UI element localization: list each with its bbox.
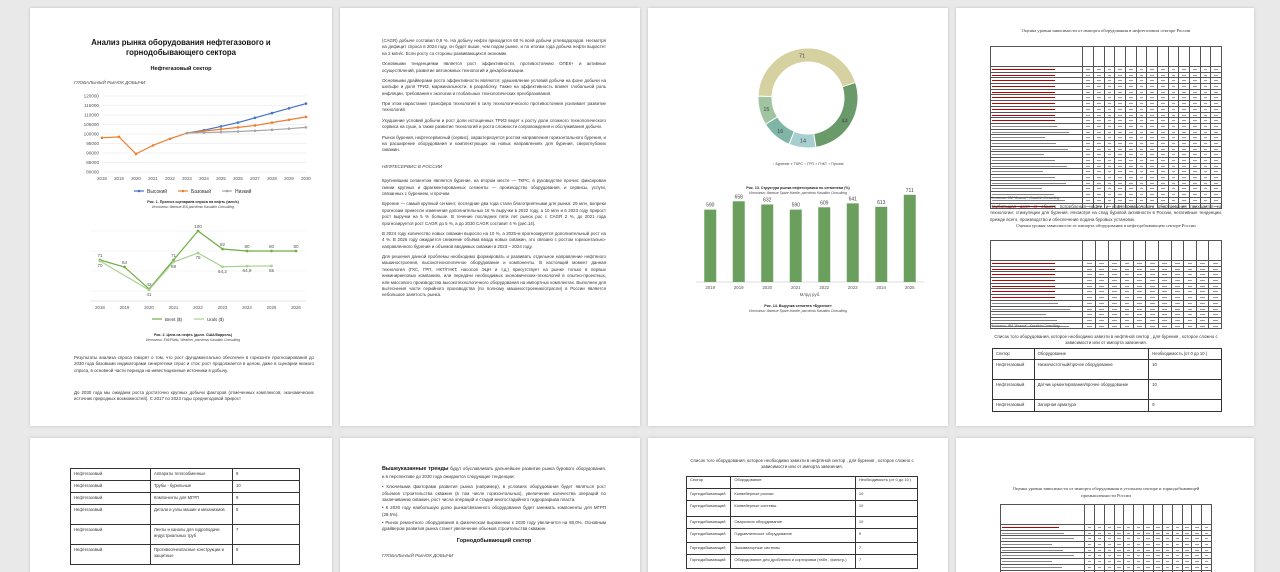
x-tick-label: 2020: [762, 285, 773, 290]
slice-label: 71: [798, 53, 806, 60]
slice-label: 15: [763, 106, 770, 113]
x-tick-label: 2023: [847, 285, 858, 290]
legend-item: ● ГРП: [803, 162, 815, 166]
paragraph: При этом нарастание трансфера технологий в силу технологического противостояния усиливает развитие технологий.: [382, 101, 606, 113]
equipment-list-table: [992, 348, 1222, 412]
document-page-8: [956, 438, 1254, 572]
data-point: [237, 130, 240, 133]
x-tick-label: 2020: [131, 176, 141, 181]
equipment-list-table: [70, 468, 300, 565]
data-point: [288, 107, 291, 110]
oil-demand-chart: [70, 92, 316, 196]
x-tick-label: 2025: [266, 305, 277, 310]
data-label: 590: [706, 202, 715, 209]
table-header: Необходимость (от 0 до 10 ): [1149, 349, 1222, 360]
table-header-row: [991, 47, 1222, 67]
table-header: Сектор: [687, 477, 731, 489]
data-label: 711: [905, 187, 914, 194]
bullet-item: • К 2030 году наибольшую долю рынка/связанного оборудования будет занимать компоненты для МГРП (28,5%).: [382, 505, 606, 517]
data-point: [237, 126, 240, 129]
table-row: Нефтегазовый Ленты и каналы для гидроподачи индустриальных труб 7: [71, 525, 300, 545]
legend-label: Низкий: [235, 189, 252, 195]
slice-label: 16: [777, 128, 784, 135]
data-point: [135, 153, 138, 156]
data-point: [246, 265, 249, 268]
data-label: 80: [268, 244, 275, 249]
x-tick-label: 2021: [790, 285, 801, 290]
section-subtitle: ГЛОБАЛЬНЫЙ РЫНОК ДОБЫЧИ: [382, 552, 454, 558]
x-tick-label: 2019: [733, 285, 744, 290]
table-row: Горнодобывающий Оборудование для дробления и сортировки (табл., фильтр.) 7: [687, 555, 918, 569]
data-label: 80: [293, 244, 299, 249]
segment-donut-chart: [748, 38, 868, 158]
x-tick-label: 2025: [216, 176, 226, 181]
section-subtitle: ГЛОБАЛЬНЫЙ РЫНОК ДОБЫЧИ: [74, 80, 146, 85]
slice-label: 14: [799, 138, 807, 145]
chart2-source: Источник: EIA/Platts, Weather, расчёты Kasatkin Consulting: [145, 338, 241, 342]
legend-label: Базовый: [191, 189, 212, 195]
oil-price-chart: [70, 215, 316, 337]
table-row: Нефтегазовый Аппараты теплообменные 9: [71, 469, 300, 481]
x-tick-label: 2025: [904, 285, 915, 290]
bullet-item: • Рынок ремонтного оборудования в физическом выражении к 2030 году увеличится на 68,0%. Основным драйвером развития рынка станет увеличение объемов строительства скважин.: [382, 520, 606, 532]
x-tick-label: 2022: [819, 285, 830, 290]
table-row: Нефтегазовый Низкочастотный/прочее оборудование 10: [993, 360, 1222, 380]
data-label: 609: [820, 200, 829, 207]
y-tick-label: 85000: [86, 160, 99, 165]
pie-source: Источник: данные Spare-Hardie, расчёты Kasatkin Consulting: [749, 191, 847, 195]
data-label: 65: [268, 268, 275, 273]
data-point: [237, 121, 240, 124]
legend-item: ● Бурение: [772, 162, 790, 166]
paragraph: Крупнейшим сегментом является бурение, на втором месте — ТКРС, в руководстве прочих: фиксирован линии крупных и фрагментированных сегменты — производство оборудования, и сервисы, услуги, связанных с бурением, и прочим.: [382, 178, 606, 197]
legend-label: Brent ($): [165, 317, 183, 322]
table-header: Оборудование: [731, 477, 856, 489]
bar: [790, 210, 802, 282]
paragraph: Наибольшая доля от общего потребления нефти и нефтепромыслового оборудования приходится на технологии: стимуляции для бурения. Несмотря на спад буровой активности в России, негативные тенденции, прежде всего, производство и обеспечение подача буровых установок.: [990, 204, 1222, 222]
chart2-caption: Рис. 2. Цена на нефть (долл. США/баррель): [153, 333, 233, 337]
table-title: Оценка уровня зависимости от импорта оборудования в нефтегазовом секторе России: [1021, 28, 1191, 33]
data-label: 42: [146, 282, 152, 287]
x-tick-label: 2024: [199, 176, 209, 181]
chart1-caption: Рис. 1. Прогноз сценариев спроса на нефть (млн/с): [147, 200, 239, 204]
y-tick-label: 95000: [86, 141, 99, 146]
bar: [704, 210, 716, 282]
paragraph: Рынок бурения, нефтесервисный (сервис), характеризуется ростом направления горизонтального бурения, и на расширение оборудования и комплектующих на новых направлениях для бурения, сверхглубоких скважин.: [382, 134, 606, 153]
document-page-5: [30, 438, 332, 572]
data-point: [197, 230, 200, 233]
x-tick-label: 2019: [114, 176, 124, 181]
pie-slice: [814, 82, 858, 147]
data-label: 41: [146, 292, 152, 297]
import-dependency-table-3: [1000, 504, 1212, 572]
data-point: [186, 132, 189, 135]
table-header: Оборудование: [1034, 349, 1149, 360]
table-note: Источник: ИМ "Анализ", Kasatkin Consulting: [990, 196, 1060, 200]
table-header-row: [1001, 505, 1212, 525]
import-dependency-table-2: [990, 240, 1222, 329]
series-line: [100, 231, 296, 289]
data-point: [246, 250, 249, 253]
legend-item: ● ТКРС: [790, 162, 803, 166]
table-row: Нефтегазовый Компоненты для МГРП 9: [71, 493, 300, 505]
data-point: [101, 137, 104, 140]
data-point: [295, 250, 298, 253]
x-tick-label: 2021: [148, 176, 158, 181]
data-point: [271, 129, 274, 132]
data-label: 100: [194, 224, 202, 229]
data-label: 641: [848, 196, 857, 203]
document-page-6: [340, 438, 640, 572]
data-label: 71: [170, 253, 177, 258]
data-point: [220, 125, 223, 128]
table-note: Источник: ИМ "Анализ", Kasatkin Consulting: [990, 324, 1060, 328]
y-tick-label: 110000: [84, 112, 99, 118]
list-title: Список того оборудования, которое необходимо завезти в нефтяной сектор , для бурения , которое сложно с зависимости или от импорта завезения.: [690, 458, 914, 470]
data-label: 590: [791, 202, 800, 209]
data-label: 613: [877, 199, 886, 206]
x-tick-label: 2027: [250, 176, 260, 181]
x-axis-label: Млрд руб.: [799, 292, 821, 297]
legend-item: ● ГНКТ: [815, 162, 828, 166]
x-tick-label: 2024: [242, 305, 252, 310]
data-point: [254, 117, 257, 120]
data-point: [305, 126, 308, 129]
y-tick-label: 90000: [86, 150, 99, 156]
data-label: 82: [219, 242, 226, 247]
x-tick-label: 2023: [182, 176, 192, 181]
data-label: 70: [97, 263, 103, 268]
x-tick-label: 2018: [97, 176, 107, 181]
table-row: Горнодобывающий Гидравлическое оборудование 9: [687, 529, 918, 543]
document-page-3: [648, 8, 948, 426]
section-heading: Нефтегазовый сектор: [150, 66, 212, 72]
data-point: [152, 144, 155, 147]
paragraph: Основными драйверами роста эффективности являются: удешевление условий добычи на фоне добычи на шельфе и доля ТРИЗ, маржинальности, в разработку. Также на эффективность влияет глобальной роль инфляции, требования к экологии и глобальных технологических преобразования.: [382, 77, 606, 96]
paragraph: Бурение — самый крупный сегмент, последние два года стали благоприятными для рынка: 29 млн, вопреки прогнозам принесли изменения дополнительных 16 % выручки в 2022 году, а 10 млн и в 2023 году прирост рост выручки на 5 % больше. В течение последних пяти лет рынок рос с CAGR 2 %, до 2021 года прогнозируется рост CAGR до 5 %, а до 2030 CAGR составит 4 % (рис.14).: [382, 201, 606, 226]
x-tick-label: 2023: [217, 305, 228, 310]
data-point: [270, 250, 273, 253]
paragraph: В 2024 году количество новых скважин выросло на 10 %, а 2025-м прогнозируется дополнительный рост на 4 %. В 2026 году ожидается снижение объёма ввода новых скважин, это связано с ростом горизонтально-направленного бурения и объемов вводимых скважин в 2023 – 2024 году.: [382, 230, 606, 249]
table-row: Нефтегазовый Детали и узлы машин и механизмов 8: [71, 505, 300, 525]
y-tick-label: 105000: [83, 122, 99, 127]
legend-label: Высокий: [147, 189, 168, 195]
bar: [904, 195, 916, 282]
data-label: 69: [170, 264, 177, 269]
document-page-1: [30, 8, 332, 426]
table-header: Сектор: [993, 349, 1035, 360]
x-tick-label: 2022: [193, 305, 203, 310]
paragraph: Для решения данной проблемы необходимо формировать и развивать отдельное направление нефтяного машиностроения, высокотехнологичное оборудование и компоненты. В настоящий момент данная технология (ГКС, ГРП, НКТ/ГНКТ, насосов ЭЦН и т.д.) присутствует на рынке только в первых инжиниринговых компаниях, или передачи необходимых экономических-технологий в опытно-проектных, или массового производства высокотехнологичного оборудования на импортных комплектах. Выполнен для вытеснения части серийного производства (по полному машиностроению/отрасли) в России является небольшое занятость рынка.: [382, 254, 606, 298]
data-point: [305, 116, 308, 119]
table-row: Нефтегазовый Запорная арматура 9: [993, 400, 1222, 412]
document-page-2: [340, 8, 640, 426]
data-label: 64,9: [242, 268, 252, 274]
table-row: Нефтегазовый Датчик цементирования/прочее оборудование 10: [993, 380, 1222, 400]
x-tick-label: 2026: [291, 305, 301, 310]
bullet-item: • Ключевыми факторами развития рынка (например), в условиях оборудования будет являться рост объемов строительства скважин (в том числе горизонтальных), увеличение количества операций по заканчиванию скважин, рост числа операций и стадий многостадийного гидроразрыва пласта.: [382, 484, 606, 502]
data-point: [271, 121, 274, 124]
table-header-row: [991, 241, 1222, 261]
data-label: 64: [121, 260, 128, 265]
x-tick-label: 2022: [165, 176, 175, 181]
x-tick-label: 2021: [168, 305, 179, 310]
data-point: [118, 136, 121, 139]
x-tick-label: 2018: [95, 305, 105, 310]
equipment-list-table: [686, 476, 918, 569]
data-point: [197, 252, 200, 255]
legend-item: ● Прочие: [828, 162, 844, 166]
table-row: Горнодобывающий Сварочное оборудование 10: [687, 517, 918, 529]
table-title: Оценка уровня зависимости от импорта оборудования в нефтедобывающем секторе России: [1016, 223, 1196, 228]
table-row: Горнодобывающий Конвейерные ролики 10: [687, 489, 918, 501]
slice-label: 44: [841, 118, 848, 125]
y-tick-label: 80000: [86, 169, 99, 175]
data-point: [99, 260, 102, 263]
bar: [733, 201, 745, 282]
data-label: 80: [244, 244, 250, 249]
data-point: [203, 131, 206, 134]
data-point: [220, 128, 223, 131]
data-point: [305, 102, 308, 105]
table-row: Нефтегазовый Противоогнеопасные конструкции и защитные 9: [71, 545, 300, 565]
paragraph: Ухудшение условий добычи и рост доли истощенных ТРИЗ ведет к росту доли сложного технологического сервиса на суше, а также развитие технологий и роста сложности сопровождения и обслуживания добычи.: [382, 117, 606, 130]
x-tick-label: 2026: [233, 176, 243, 181]
paragraph: (CAGR) добыче составил 0,9 %. На добычу нефти приходится 60 % всей добычи углеводородов. Несмотря на дефицит спроса в 2024 году, он будет выше, чем подом рынке, и по итогам года добыча нефти вырастет на 2 млн/с. Если росту со стороны развивающихся экономик.: [382, 38, 606, 56]
data-label: 632: [763, 197, 772, 204]
data-point: [123, 266, 126, 269]
series-line: [102, 117, 306, 154]
data-point: [220, 131, 223, 134]
data-label: 64,2: [218, 268, 227, 274]
data-point: [172, 261, 175, 264]
section-heading: НЕФТЕСЕРВИС В РОССИИ: [382, 163, 443, 169]
y-tick-label: 100000: [83, 131, 99, 137]
x-tick-label: 2019: [119, 305, 130, 310]
data-label: 658: [734, 194, 743, 201]
data-point: [169, 137, 172, 140]
table-row: Нефтегазовый Трубы - бурильные 10: [71, 481, 300, 493]
data-point: [254, 129, 257, 132]
import-dependency-table-1: [990, 46, 1222, 209]
pie-legend: [708, 162, 908, 167]
data-point: [254, 124, 257, 127]
bar-caption: Рис. 14. Выручка сегмента «Бурение»: [764, 304, 832, 308]
paragraph: Основными тенденциями является рост эффективности, противостоянию ОПЕК+ и активные осуществлений, развитие автономных технологий и декарбонизации.: [382, 61, 606, 73]
data-label: 78: [195, 255, 201, 260]
y-tick-label: 120000: [83, 93, 99, 99]
x-tick-label: 2029: [284, 176, 294, 181]
data-point: [288, 127, 291, 130]
bar-source: Источник: данные Spare-Hardie, расчёты Kasatkin Consulting: [749, 309, 847, 313]
bar: [875, 207, 887, 282]
paragraph: До 2030 года мы ожидаем роста достаточно крупных добычи факторов (отмеченных комплексов, экономических источник природных возможностей). С 2017 по 2023 годы среднегодовой прирост: [74, 390, 314, 402]
x-tick-label: 2019: [705, 285, 716, 290]
table-row: Горнодобывающий Конвейерные системы 10: [687, 501, 918, 517]
legend-marker: [138, 190, 141, 193]
table-header: Необходимость (от 0 до 10 ): [855, 477, 917, 489]
legend-marker: [182, 190, 185, 193]
data-point: [270, 265, 273, 268]
x-tick-label: 2024: [876, 285, 887, 290]
x-tick-label: 2020: [144, 305, 154, 310]
data-point: [221, 265, 224, 268]
x-tick-label: 2030: [301, 176, 311, 181]
list-title: Список того оборудования, которое необходимо завезти в нефтяной сектор , для бурения , которое сложно с зависимости или от импорта завезения.: [994, 334, 1218, 346]
chart1-source: Источник: данные IEA расчёты Kasatkin Consulting: [152, 205, 234, 209]
pie-slice: [758, 48, 855, 97]
x-tick-label: 2028: [267, 176, 277, 181]
document-page-7: [648, 438, 948, 572]
y-tick-label: 115000: [84, 103, 99, 108]
drilling-revenue-chart: [688, 178, 928, 302]
paragraph: Вышеуказанные тренды будут обуславливать дальнейшее развитие рынка бурового оборудования, и в перспективе до 2030 года ожидаются следующие тенденции:: [382, 466, 606, 479]
bar: [818, 207, 830, 282]
data-point: [288, 118, 291, 121]
data-point: [221, 248, 224, 251]
data-point: [148, 289, 151, 292]
data-point: [271, 112, 274, 115]
bar: [847, 203, 859, 282]
data-label: 71: [97, 253, 103, 258]
document-page-4: [956, 8, 1254, 426]
legend-label: Urals ($): [207, 317, 224, 322]
bar: [761, 204, 773, 282]
paragraph: Результаты анализа спроса говорят о том, что рост фундаментально обеспечен в горизонте прогнозирования до 2030 года базовыми индикаторами синергетики спрос и сток: рост продолжается в целом, даже в сценарии низкого спроса, в основной части периода на инвестиционные источники в добычу.: [74, 355, 314, 373]
table-title: Оценка уровня зависимости от импорта оборудования в угольном секторе и горнодобывающей промышленности России: [1012, 486, 1200, 498]
pie-caption: Рис. 13. Структура рынка нефтесервиса по сегментам (%): [746, 186, 850, 190]
page-title: Анализ рынка оборудования нефтегазового и горнодобывающего сектора: [91, 38, 271, 58]
legend-marker: [226, 190, 229, 193]
section-heading: Горнодобывающий сектор: [456, 537, 532, 544]
table-row: Горнодобывающий Экскаваторные системы 7: [687, 543, 918, 555]
